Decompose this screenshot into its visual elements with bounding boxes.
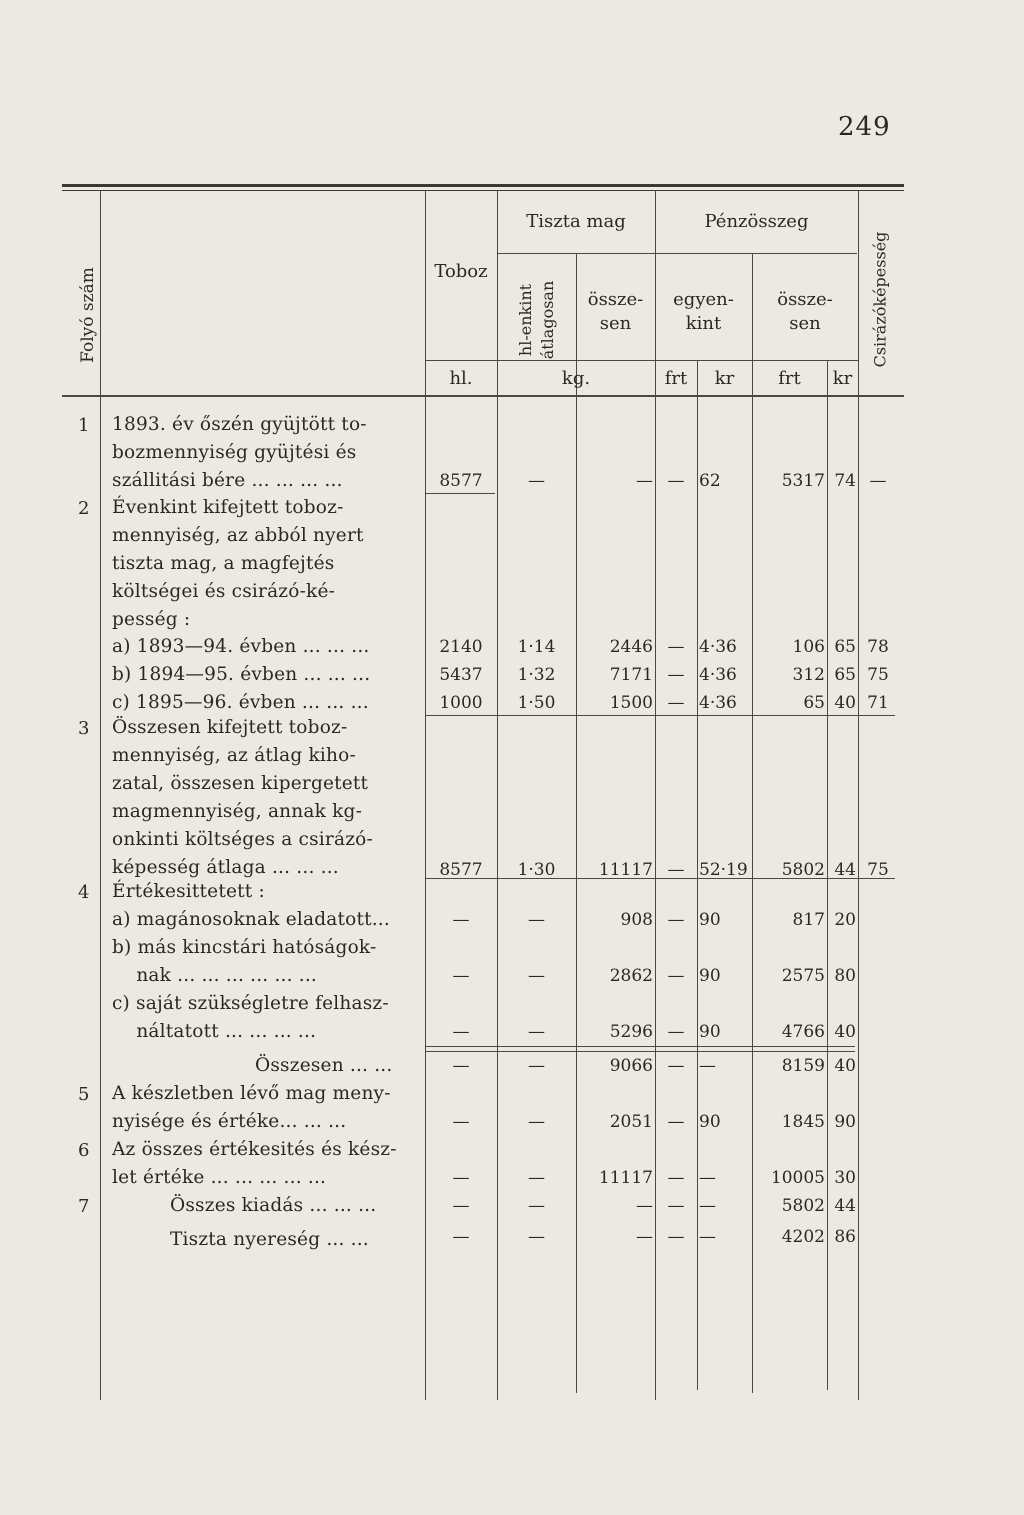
cell-ossz: 2862 (609, 966, 653, 986)
row-label: c) 1895—96. évben ... ... ... (112, 692, 369, 713)
header-line (497, 253, 857, 254)
cell-ofrt: 8159 (781, 1056, 825, 1076)
cell-toboz: — (452, 1227, 470, 1247)
cell-efrt: — (667, 1022, 685, 1042)
cell-efrt: — (667, 471, 685, 491)
cell-efrt: — (667, 1196, 685, 1216)
cell-ofrt: 5317 (781, 471, 825, 491)
cell-ekr: — (699, 1056, 716, 1076)
cell-ossz: — (636, 471, 653, 491)
cell-ofrt: 10005 (770, 1168, 825, 1188)
cell-ofrt: 106 (792, 637, 825, 657)
cell-ossz: 7171 (609, 665, 653, 685)
cell-hl: 1·14 (517, 637, 556, 657)
cell-efrt: — (667, 966, 685, 986)
cell-toboz: — (452, 966, 470, 986)
cell-efrt: — (667, 1112, 685, 1132)
row-label: Évenkint kifejtett toboz- mennyiség, az abból nyert tiszta mag, a magfejtés költségei és csirázó-ké- pesség : (112, 497, 364, 630)
cell-okr: 40 (834, 693, 856, 713)
cell-hl: — (528, 1112, 545, 1132)
header-osszesen-mag: össze- sen (587, 289, 644, 334)
cell-ossz: 908 (620, 910, 653, 930)
cell-toboz: 8577 (439, 860, 483, 880)
cell-efrt: — (667, 637, 685, 657)
cell-okr: 65 (834, 665, 856, 685)
unit-kr: kr (714, 368, 735, 389)
cell-efrt: — (667, 693, 685, 713)
header-penzosszeg: Pénzösszeg (704, 211, 809, 232)
cell-ekr: — (699, 1227, 716, 1247)
row-label: 1893. év őszén gyüjtött to- bozmennyiség gyüjtési és szállitási bére ... ... ... ... (112, 414, 367, 491)
cell-ofrt: 4202 (781, 1227, 825, 1247)
cell-ofrt: 817 (792, 910, 825, 930)
top-rule-thin (62, 190, 904, 191)
cell-toboz: — (452, 910, 470, 930)
cell-toboz: — (452, 1112, 470, 1132)
cell-hl: — (528, 1168, 545, 1188)
unit-frt: frt (664, 368, 688, 389)
cell-okr: 40 (834, 1022, 856, 1042)
cell-ekr: 90 (699, 966, 721, 986)
header-line (425, 360, 858, 361)
cell-hl: 1·32 (517, 665, 556, 685)
cell-hl: — (528, 1056, 545, 1076)
row-label: Összes kiadás ... ... ... (170, 1195, 377, 1216)
row-line (425, 715, 895, 716)
col-line (697, 360, 698, 1390)
cell-efrt: — (667, 1168, 685, 1188)
unit-hl: hl. (449, 368, 473, 389)
cell-ekr: 62 (699, 471, 721, 491)
unit-frt: frt (778, 368, 801, 389)
row-number: 2 (78, 498, 90, 519)
cell-cs: — (869, 471, 887, 491)
cell-toboz: — (452, 1022, 470, 1042)
cell-ekr: 4·36 (699, 665, 737, 685)
cell-hl: — (528, 966, 545, 986)
cell-toboz: — (452, 1196, 470, 1216)
cell-ossz: 2446 (609, 637, 653, 657)
row-label: b) 1894—95. évben ... ... ... (112, 664, 371, 685)
cell-ofrt: 65 (803, 693, 825, 713)
col-line (100, 190, 101, 1400)
cell-ofrt: 5802 (781, 860, 825, 880)
cell-efrt: — (667, 1227, 685, 1247)
row-label: Összesen ... ... (255, 1055, 393, 1076)
cell-toboz: 5437 (439, 665, 483, 685)
cell-efrt: — (667, 665, 685, 685)
row-number: 5 (78, 1084, 90, 1105)
cell-hl: — (528, 1022, 545, 1042)
row-number: 4 (78, 882, 90, 903)
col-line (576, 253, 577, 1393)
header-folyo-szam: Folyó szám (78, 267, 98, 363)
top-rule-thick (62, 184, 904, 187)
row-label: Az összes értékesités és kész- let értéke ... ... ... ... ... (112, 1139, 397, 1188)
cell-okr: 74 (834, 471, 856, 491)
cell-ossz: 5296 (609, 1022, 653, 1042)
cell-okr: 44 (834, 1196, 856, 1216)
cell-hl: 1·30 (517, 860, 556, 880)
row-number: 7 (78, 1196, 90, 1217)
row-number: 1 (78, 415, 90, 436)
cell-ossz: 11117 (598, 1168, 653, 1188)
row-label: A készletben lévő mag meny- nyisége és értéke... ... ... (112, 1083, 391, 1132)
cell-cs: 78 (867, 637, 889, 657)
header-line (62, 395, 904, 397)
cell-okr: 80 (834, 966, 856, 986)
row-label: a) magánosoknak eladatott... (112, 909, 390, 930)
cell-okr: 40 (834, 1056, 856, 1076)
cell-ossz: 1500 (609, 693, 653, 713)
header-csirazokepesseg: Csirázóképesség (870, 231, 890, 368)
header-tiszta-mag: Tiszta mag (526, 211, 626, 232)
row-number: 6 (78, 1140, 90, 1161)
cell-ofrt: 2575 (781, 966, 825, 986)
cell-okr: 20 (834, 910, 856, 930)
cell-ekr: — (699, 1196, 716, 1216)
cell-hl: — (528, 471, 545, 491)
row-label: Tiszta nyereség ... ... (170, 1229, 369, 1250)
cell-ekr: — (699, 1168, 716, 1188)
header-hl-enkint: hl-enkint átlagosan (516, 280, 557, 360)
row-label: c) saját szükségletre felhasz- náltatott ... ... ... ... (112, 993, 389, 1042)
row-label: b) más kincstári hatóságok- nak ... ... ... ... ... ... (112, 937, 377, 986)
cell-ekr: 4·36 (699, 693, 737, 713)
cell-okr: 65 (834, 637, 856, 657)
cell-ofrt: 4766 (781, 1022, 825, 1042)
cell-hl: — (528, 1196, 545, 1216)
cell-ekr: 90 (699, 910, 721, 930)
cell-cs: 75 (867, 665, 889, 685)
cell-ekr: 90 (699, 1022, 721, 1042)
header-toboz: Toboz (434, 261, 488, 282)
cell-ofrt: 312 (792, 665, 825, 685)
cell-ossz: 11117 (598, 860, 653, 880)
cell-ossz: 2051 (609, 1112, 653, 1132)
cell-toboz: 2140 (439, 637, 483, 657)
page-number: 249 (838, 112, 891, 142)
cell-cs: 75 (867, 860, 889, 880)
cell-toboz: 8577 (439, 471, 483, 491)
cell-efrt: — (667, 910, 685, 930)
row-label: Összesen kifejtett toboz- mennyiség, az átlag kiho- zatal, összesen kipergetett magmennyiség, annak kg- onkinti költséges a csirázó- képesség átlaga ... ... ... (112, 717, 373, 878)
row-line (425, 493, 495, 494)
cell-ossz: 9066 (609, 1056, 653, 1076)
header-egyenkint: egyen- kint (673, 289, 734, 334)
cell-efrt: — (667, 1056, 685, 1076)
cell-okr: 90 (834, 1112, 856, 1132)
cell-ofrt: 5802 (781, 1196, 825, 1216)
row-label: Értékesittetett : (112, 881, 265, 902)
row-line (425, 1046, 855, 1047)
cell-ekr: 4·36 (699, 637, 737, 657)
col-line (858, 190, 859, 1400)
cell-efrt: — (667, 860, 685, 880)
cell-toboz: — (452, 1056, 470, 1076)
cell-ofrt: 1845 (781, 1112, 825, 1132)
cell-ossz: — (636, 1196, 653, 1216)
cell-hl: — (528, 910, 545, 930)
row-line (425, 1051, 855, 1052)
unit-kg: kg. (561, 368, 591, 389)
cell-ekr: 52·19 (699, 860, 748, 880)
cell-okr: 30 (834, 1168, 856, 1188)
cell-ekr: 90 (699, 1112, 721, 1132)
header-osszesen-penz: össze- sen (777, 289, 833, 334)
cell-hl: 1·50 (517, 693, 556, 713)
cell-okr: 86 (834, 1227, 856, 1247)
cell-ossz: — (636, 1227, 653, 1247)
cell-toboz: — (452, 1168, 470, 1188)
col-line (752, 253, 753, 1393)
cell-hl: — (528, 1227, 545, 1247)
row-number: 3 (78, 718, 90, 739)
cell-okr: 44 (834, 860, 856, 880)
cell-toboz: 1000 (439, 693, 483, 713)
unit-kr: kr (832, 368, 853, 389)
cell-cs: 71 (867, 693, 889, 713)
row-label: a) 1893—94. évben ... ... ... (112, 636, 370, 657)
